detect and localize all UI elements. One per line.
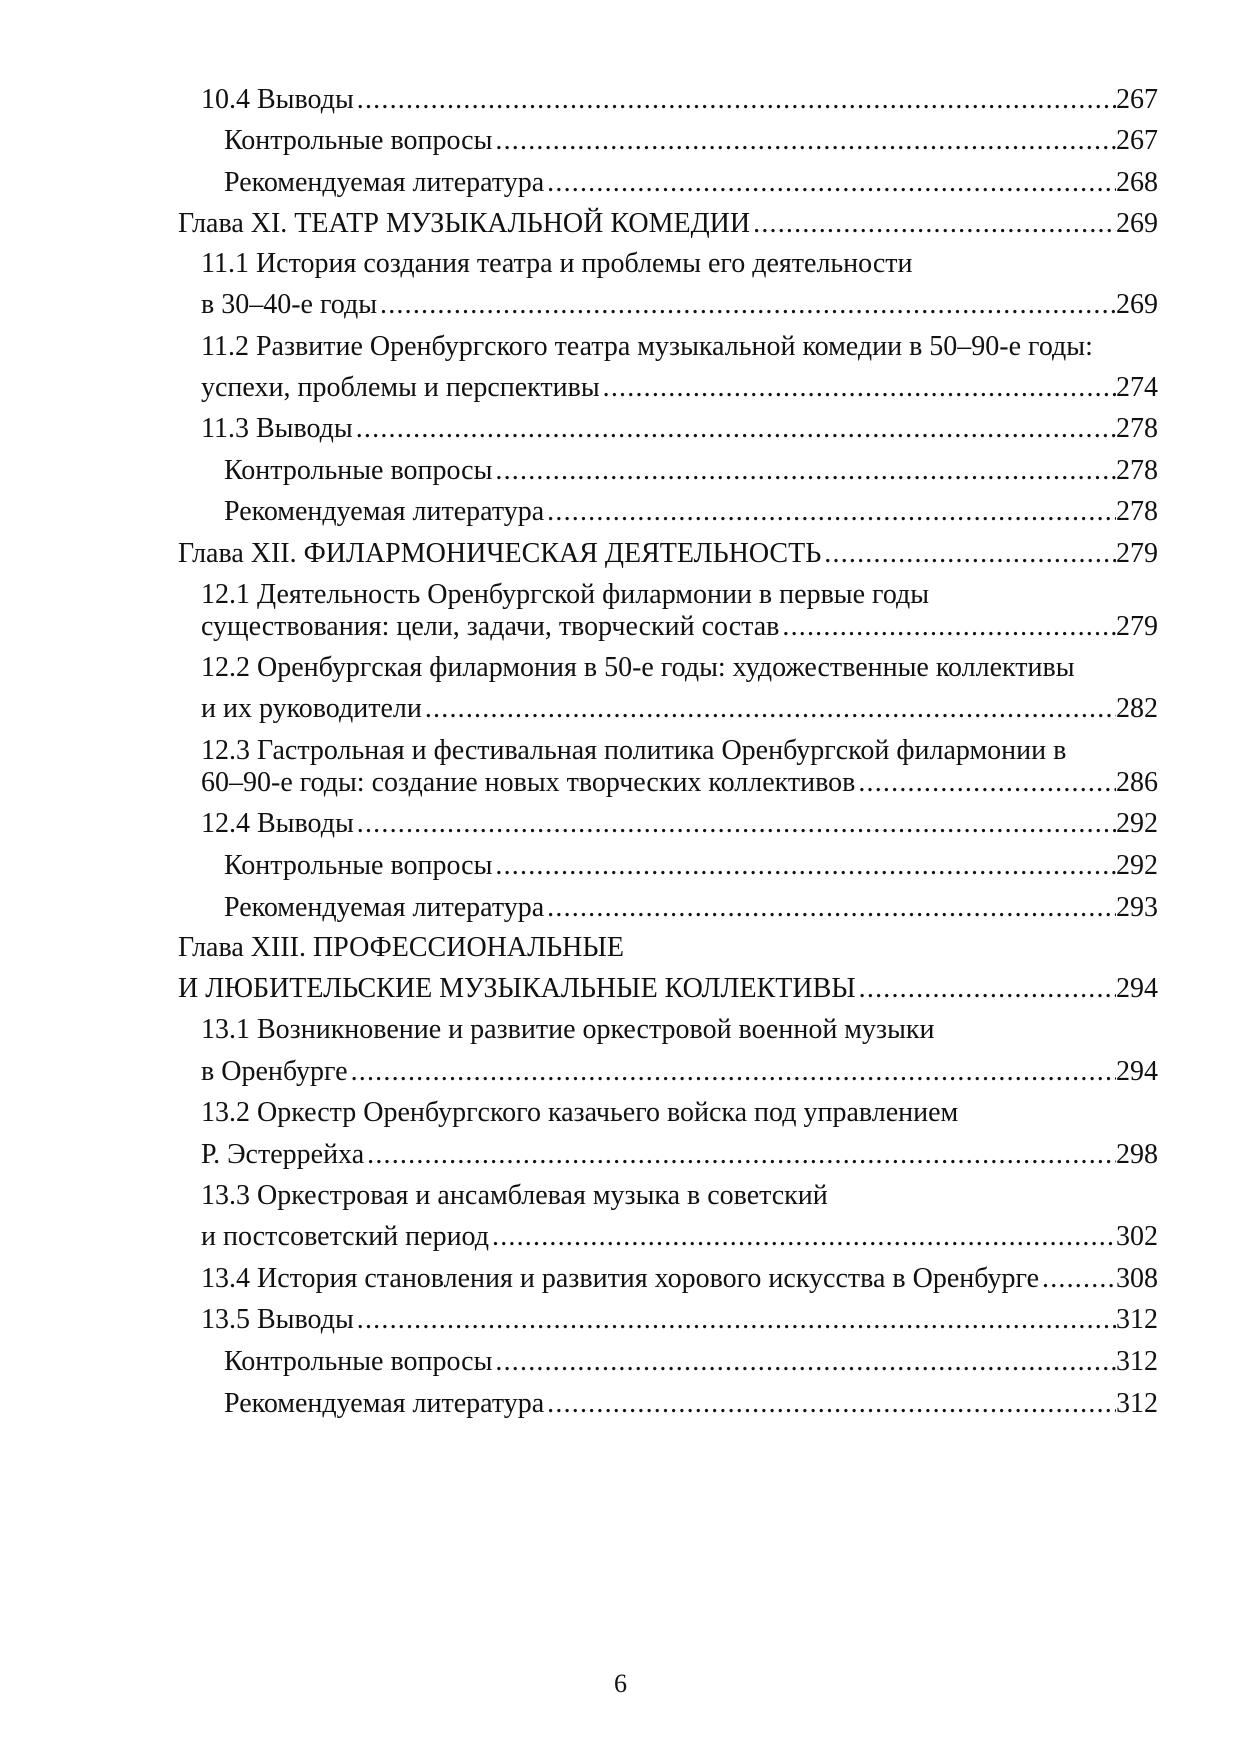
toc-entry[interactable] <box>201 1261 1158 1297</box>
dot-leader <box>779 609 1116 645</box>
toc-entry-continuation[interactable] <box>201 765 1158 801</box>
toc-entry-title: Глава XI. ТЕАТР МУЗЫКАЛЬНОЙ КОМЕДИИ <box>178 208 751 239</box>
toc-entry-title: И ЛЮБИТЕЛЬСКИЕ МУЗЫКАЛЬНЫЕ КОЛЛЕКТИВЫ <box>178 973 856 1004</box>
toc-entry-title: 13.5 Выводы <box>201 1304 354 1335</box>
dot-leader <box>354 82 1116 118</box>
dot-leader <box>492 848 1116 884</box>
dot-leader <box>353 411 1116 447</box>
toc-entry-title: 12.2 Оренбургская филармония в 50-е годы: художественные коллективы <box>201 652 1075 683</box>
toc-entry[interactable] <box>224 890 1158 926</box>
toc-entry-title: Глава XIII. ПРОФЕССИОНАЛЬНЫЕ <box>178 932 624 963</box>
toc-entry-page: 269 <box>1116 208 1158 239</box>
toc-entry-title: и постсоветский период <box>201 1221 489 1252</box>
toc-entry-title: 13.2 Оркестр Оренбургского казачьего войска под управлением <box>201 1097 959 1128</box>
toc-entry-title: 13.4 История становления и развития хорового искусства в Оренбурге <box>201 1263 1039 1294</box>
dot-leader <box>1039 1261 1116 1297</box>
toc-entry-page: 278 <box>1116 496 1158 527</box>
toc-entry-title: в 30–40-е годы <box>201 289 378 320</box>
toc-chapter-entry[interactable] <box>178 536 1158 572</box>
toc-chapter-entry[interactable] <box>178 206 1158 242</box>
toc-entry[interactable] <box>201 82 1158 118</box>
toc-entry-continuation[interactable] <box>201 691 1158 727</box>
toc-entry-page: 269 <box>1116 289 1158 320</box>
toc-entry-continuation[interactable] <box>201 1137 1158 1173</box>
toc-entry-page: 278 <box>1116 455 1158 486</box>
toc-entry[interactable] <box>201 329 1158 365</box>
toc-chapter-entry[interactable] <box>178 930 1158 966</box>
toc-entry-page: 308 <box>1116 1263 1158 1294</box>
toc-entry-title: существования: цели, задачи, творческий состав <box>201 611 780 642</box>
toc-entry[interactable] <box>224 1386 1158 1422</box>
toc-entry-continuation[interactable] <box>201 1054 1158 1090</box>
toc-entry-page: 298 <box>1116 1139 1158 1170</box>
toc-entry-page: 293 <box>1116 892 1158 923</box>
toc-entry-page: 279 <box>1116 538 1158 569</box>
toc-entry-title: 60–90-е годы: создание новых творческих коллективов <box>201 767 856 798</box>
toc-entry-page: 278 <box>1116 413 1158 444</box>
toc-entry-title: Контрольные вопросы <box>224 125 493 156</box>
dot-leader <box>544 165 1116 201</box>
toc-entry-page: 312 <box>1116 1388 1158 1419</box>
toc-entry-title: Контрольные вопросы <box>224 1346 493 1377</box>
dot-leader <box>855 765 1116 801</box>
toc-entry-title: 12.4 Выводы <box>201 808 354 839</box>
dot-leader <box>489 1219 1116 1255</box>
dot-leader <box>544 1386 1116 1422</box>
toc-entry-continuation[interactable] <box>201 370 1158 406</box>
toc-entry-page: 286 <box>1116 767 1158 798</box>
toc-entry[interactable] <box>201 1012 1158 1048</box>
toc-entry-page: 292 <box>1116 808 1158 839</box>
toc-entry[interactable] <box>224 453 1158 489</box>
dot-leader <box>364 1137 1116 1173</box>
toc-entry-page: 312 <box>1116 1346 1158 1377</box>
dot-leader <box>544 494 1116 530</box>
dot-leader <box>544 890 1116 926</box>
toc-entry-page: 268 <box>1116 167 1158 198</box>
dot-leader <box>492 453 1116 489</box>
dot-leader <box>348 1054 1116 1090</box>
toc-entry-title: Р. Эстеррейха <box>201 1139 365 1170</box>
toc-entry[interactable] <box>224 848 1158 884</box>
toc-entry-continuation[interactable] <box>178 971 1158 1007</box>
toc-entry-title: 10.4 Выводы <box>201 84 354 115</box>
toc-entry-page: 267 <box>1116 84 1158 115</box>
dot-leader <box>821 536 1116 572</box>
toc-entry-page: 282 <box>1116 693 1158 724</box>
toc-entry-title: 11.2 Развитие Оренбургского театра музыкальной комедии в 50–90-е годы: <box>201 331 1093 362</box>
toc-entry-title: 12.1 Деятельность Оренбургской филармонии в первые годы <box>201 579 930 610</box>
toc-entry-continuation[interactable] <box>201 1219 1158 1255</box>
toc-entry-title: успехи, проблемы и перспективы <box>201 372 600 403</box>
toc-entry[interactable] <box>224 123 1158 159</box>
toc-entry[interactable] <box>201 1302 1158 1338</box>
toc-entry-title: Рекомендуемая литература <box>224 892 545 923</box>
toc-entry[interactable] <box>201 650 1158 686</box>
toc-entry[interactable] <box>201 577 1158 613</box>
dot-leader <box>750 206 1116 242</box>
toc-entry-title: и их руководители <box>201 693 422 724</box>
toc-entry-page: 292 <box>1116 850 1158 881</box>
toc-entry-page: 294 <box>1116 1056 1158 1087</box>
dot-leader <box>600 370 1116 406</box>
toc-entry-title: 11.1 История создания театра и проблемы его деятельности <box>201 248 913 279</box>
toc-entry[interactable] <box>224 1344 1158 1380</box>
dot-leader <box>492 1344 1116 1380</box>
toc-entry-title: 13.3 Оркестровая и ансамблевая музыка в советский <box>201 1180 828 1211</box>
toc-entry-page: 267 <box>1116 125 1158 156</box>
toc-entry-title: 13.1 Возникновение и развитие оркестровой военной музыки <box>201 1014 935 1045</box>
toc-entry-continuation[interactable] <box>201 287 1158 323</box>
toc-entry-page: 274 <box>1116 372 1158 403</box>
toc-entry-page: 279 <box>1116 611 1158 642</box>
toc-entry-title: Контрольные вопросы <box>224 850 493 881</box>
page-number: 6 <box>614 1669 627 1698</box>
toc-entry-page: 302 <box>1116 1221 1158 1252</box>
toc-entry[interactable] <box>224 165 1158 201</box>
toc-entry-continuation[interactable] <box>201 609 1158 645</box>
toc-entry[interactable] <box>224 494 1158 530</box>
toc-entry-title: Рекомендуемая литература <box>224 167 545 198</box>
dot-leader <box>354 1302 1116 1338</box>
dot-leader <box>856 971 1116 1007</box>
toc-entry[interactable] <box>201 1178 1158 1214</box>
toc-entry-title: 11.3 Выводы <box>201 413 353 444</box>
toc-entry-title: Рекомендуемая литература <box>224 496 545 527</box>
toc-entry[interactable] <box>201 246 1158 282</box>
toc-entry-title: Контрольные вопросы <box>224 455 493 486</box>
toc-entry-title: в Оренбурге <box>201 1056 348 1087</box>
toc-entry-title: Рекомендуемая литература <box>224 1388 545 1419</box>
toc-entry-title: Глава XII. ФИЛАРМОНИЧЕСКАЯ ДЕЯТЕЛЬНОСТЬ <box>178 538 822 569</box>
toc-entry-title: 12.3 Гастрольная и фестивальная политика Оренбургской филармонии в <box>201 735 1067 766</box>
dot-leader <box>492 123 1116 159</box>
toc-entry-page: 294 <box>1116 973 1158 1004</box>
toc-entry[interactable] <box>201 806 1158 842</box>
toc-entry[interactable] <box>201 411 1158 447</box>
toc-entry-page: 312 <box>1116 1304 1158 1335</box>
dot-leader <box>377 287 1116 323</box>
dot-leader <box>354 806 1116 842</box>
toc-entry[interactable] <box>201 1095 1158 1131</box>
toc-entry[interactable] <box>201 733 1158 769</box>
dot-leader <box>422 691 1116 727</box>
